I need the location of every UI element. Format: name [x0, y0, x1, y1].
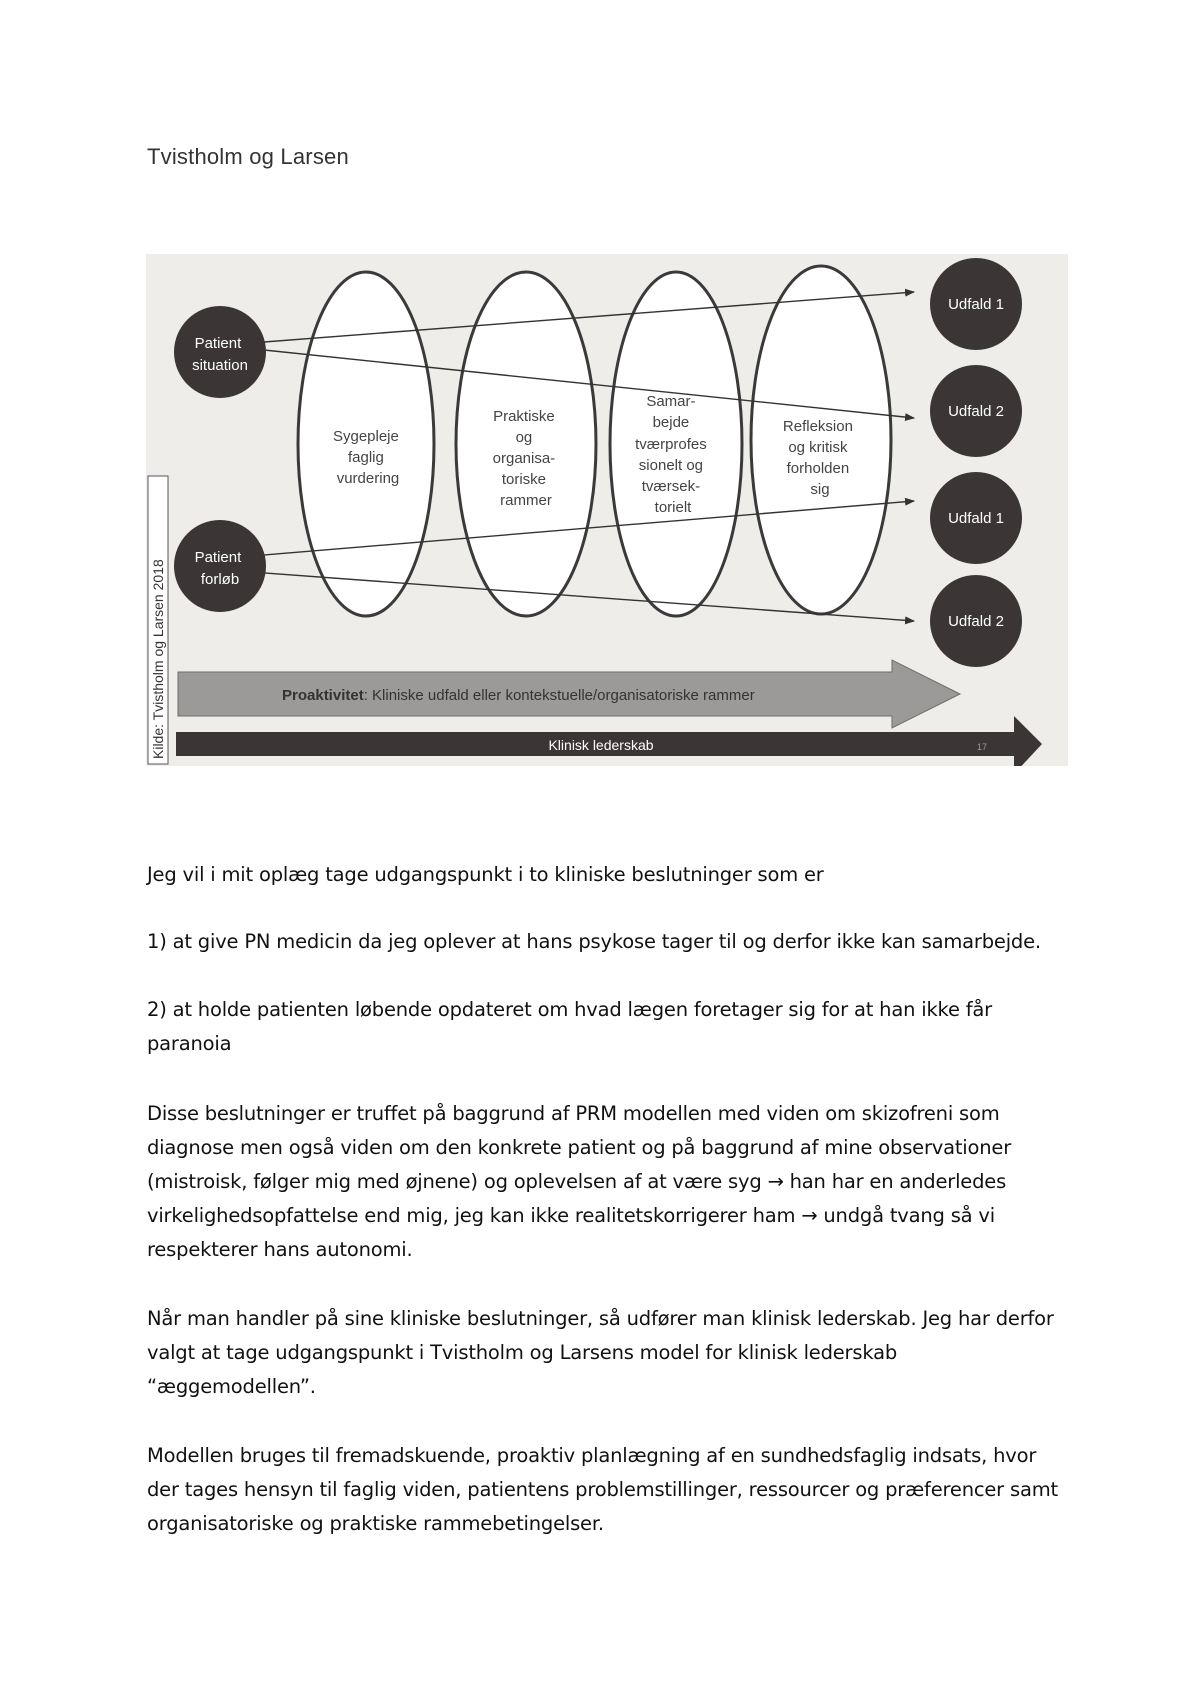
svg-text:Udfald 1: Udfald 1 — [948, 510, 1004, 527]
svg-text:Udfald 2: Udfald 2 — [948, 613, 1004, 630]
patient-forloeb-circle — [174, 520, 266, 612]
decision-point-2 — [147, 993, 1067, 1061]
outcome-circle-2 — [930, 365, 1022, 457]
paragraph-2 — [147, 1302, 1067, 1404]
paragraph-3-text: Modellen bruges til fremadskuende, proaktiv planlægning af en sundhedsfaglig indsats, hvor der tages hensyn til faglig viden, patientens problemstillinger, ressourcer og præferencer samt organisatoriske og praktiske rammebetingelser. — [147, 1444, 1058, 1535]
intro-text: Jeg vil i mit oplæg tage udgangspunkt i to kliniske beslutninger som er — [147, 863, 824, 886]
egg-3-label: Samar- bejde tværprofes sionelt og tværsek- torielt — [635, 393, 707, 516]
clinical-leadership-egg-model-figure — [146, 254, 1068, 766]
decision-point-1 — [147, 925, 1067, 959]
page-header-title: Tvistholm og Larsen — [147, 144, 349, 169]
svg-text:17: 17 — [976, 742, 988, 752]
outcome-circle-1 — [930, 258, 1022, 350]
paragraph-3 — [147, 1439, 1067, 1541]
egg-1-label: Sygepleje faglig vurdering — [332, 428, 400, 487]
svg-text:Proaktivitet: Kliniske udfald: Proaktivitet: Kliniske udfald eller kontekstuelle/organisatoriske rammer — [282, 687, 755, 704]
proaktivitet-arrow — [178, 660, 960, 728]
source-caption — [148, 476, 168, 764]
svg-text:Udfald 1: Udfald 1 — [948, 296, 1004, 313]
svg-text:Klinisk lederskab: Klinisk lederskab — [548, 737, 654, 753]
egg-2-label: Praktiske og organisa- toriske rammer — [492, 408, 556, 509]
outcome-circle-4 — [930, 575, 1022, 667]
svg-text:Patient situation: Patient situation — [192, 335, 248, 374]
klinisk-lederskab-arrow — [176, 716, 1042, 766]
paragraph-2-text: Når man handler på sine kliniske beslutninger, så udfører man klinisk lederskab. Jeg har derfor valgt at tage udgangspunkt i Tvistholm og Larsens model for klinisk lederskab “æggemodellen”. — [147, 1307, 1054, 1398]
svg-text:Kilde: Tvistholm og Larsen 201: Kilde: Tvistholm og Larsen 2018 — [150, 559, 166, 759]
paragraph-1 — [147, 1097, 1067, 1267]
outcome-circle-3 — [930, 472, 1022, 564]
svg-text:Udfald 2: Udfald 2 — [948, 403, 1004, 420]
patient-situation-circle — [174, 306, 266, 398]
intro-paragraph — [147, 858, 1067, 892]
svg-text:Patient forløb: Patient forløb — [194, 549, 242, 588]
egg-4-label: Refleksion og kritisk forholden sig — [782, 418, 853, 498]
point-1-text: 1) at give PN medicin da jeg oplever at hans psykose tager til og derfor ikke kan samarbejde. — [147, 930, 1041, 953]
paragraph-1-text: Disse beslutninger er truffet på baggrund af PRM modellen med viden om skizofreni som diagnose men også viden om den konkrete patient og på baggrund af mine observationer (mistroisk, følger mig med øjnene) og oplevelsen af at være syg → han har en anderledes virkelighedsopfattelse end mig, jeg kan ikke realitetskorrigerer ham → undgå tvang så vi respekterer hans autonomi. — [147, 1102, 1012, 1261]
point-2-text: 2) at holde patienten løbende opdateret om hvad lægen foretager sig for at han ikke får paranoia — [147, 998, 992, 1055]
